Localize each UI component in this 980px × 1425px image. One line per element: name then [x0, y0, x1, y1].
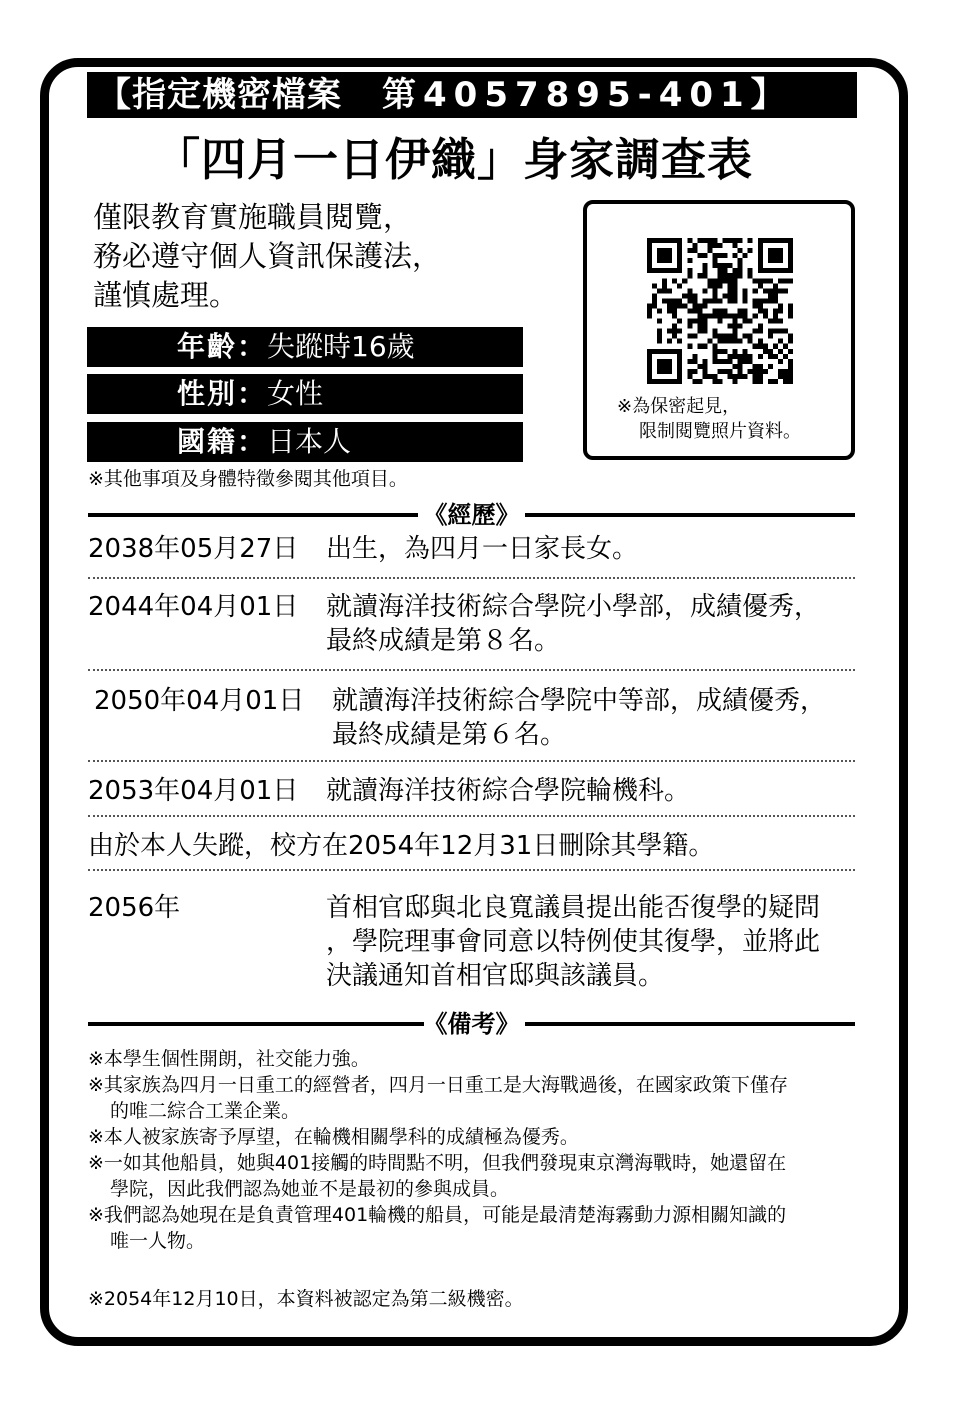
- remarks-list: [88, 1046, 868, 1254]
- history-desc: 出生，為四月一日家長女。: [326, 534, 639, 564]
- info-value: 失蹤時16歲: [267, 330, 415, 363]
- divider: [88, 577, 855, 579]
- info-label: 國籍：: [177, 425, 268, 458]
- info-label: 性別：: [177, 377, 268, 410]
- photo-note-line: ※為保密起見，: [617, 396, 741, 417]
- info-value: 日本人: [267, 425, 352, 458]
- divider: [88, 669, 855, 671]
- remarks-heading-text: 《備考》: [423, 1010, 520, 1038]
- classification-note: ※2054年12月10日，本資料被認定為第二級機密。: [88, 1288, 524, 1310]
- info-nationality: [87, 422, 523, 462]
- history-desc: 就讀海洋技術綜合學院輪機科。: [326, 776, 691, 806]
- history-desc: 首相官邸與北良寬議員提出能否復學的疑問: [326, 893, 821, 923]
- history-desc: 就讀海洋技術綜合學院中等部，成績優秀，: [332, 686, 827, 716]
- history-date: 2038年05月27日: [88, 534, 299, 564]
- notice-line: 謹慎處理。: [93, 278, 239, 312]
- info-label: 年齡：: [177, 330, 268, 363]
- history-desc: 就讀海洋技術綜合學院小學部，成績優秀，: [326, 592, 821, 622]
- remark-continuation: 學院，因此我們認為她並不是最初的參與成員。: [110, 1178, 510, 1200]
- remark-item: ※本學生個性開朗，社交能力強。: [88, 1048, 370, 1070]
- remark-continuation: 的唯二綜合工業企業。: [110, 1100, 301, 1122]
- remark-item: ※本人被家族寄予厚望，在輪機相關學科的成績極為優秀。: [88, 1126, 579, 1148]
- divider: [88, 760, 855, 762]
- history-desc: 最終成績是第８名。: [326, 626, 561, 656]
- remark-item: ※一如其他船員，她與401接觸的時間點不明，但我們發現東京灣海戰時，她還留在: [88, 1152, 787, 1174]
- remark-continuation: 唯一人物。: [110, 1230, 206, 1252]
- remarks-heading: [88, 1006, 855, 1042]
- history-heading: [88, 497, 855, 533]
- history-desc: ，學院理事會同意以特例使其復學，並將此: [326, 927, 821, 957]
- history-date: 2044年04月01日: [88, 592, 299, 622]
- history-desc: 決議通知首相官邸與該議員。: [326, 961, 665, 991]
- history-heading-text: 《經歷》: [423, 501, 520, 529]
- header-label: 【指定機密檔案: [97, 75, 342, 115]
- info-footnote: ※其他事項及身體特徵參閱其他項目。: [88, 468, 408, 490]
- history-full-text: 由於本人失蹤，校方在2054年12月31日刪除其學籍。: [88, 831, 715, 861]
- history-date: 2053年04月01日: [88, 776, 299, 806]
- history-date: 2056年: [88, 893, 181, 923]
- history-date: 2050年04月01日: [94, 686, 305, 716]
- document-title: 「四月一日伊織」身家調查表: [155, 133, 754, 186]
- notice-line: 務必遵守個人資訊保護法，: [93, 239, 442, 273]
- divider: [88, 869, 855, 871]
- divider: [88, 815, 855, 817]
- history-desc: 最終成績是第６名。: [332, 720, 567, 750]
- photo-placeholder-box: [583, 200, 855, 460]
- info-gender: [87, 374, 523, 414]
- photo-note: [617, 394, 801, 444]
- info-age: [87, 327, 523, 367]
- notice-line: 僅限教育實施職員閱覽，: [93, 200, 413, 234]
- qr-code-icon: [647, 238, 793, 384]
- heading-rule: [525, 513, 855, 517]
- access-notice: [93, 198, 543, 315]
- remark-item: ※其家族為四月一日重工的經營者，四月一日重工是大海戰過後，在國家政策下僅存: [88, 1074, 788, 1096]
- heading-rule: [525, 1022, 855, 1026]
- info-value: 女性: [267, 377, 324, 410]
- file-number: 第4057895-401】: [382, 75, 792, 115]
- classified-file-header: [87, 72, 857, 118]
- photo-note-line: 限制閱覽照片資料。: [639, 421, 801, 442]
- remark-item: ※我們認為她現在是負責管理401輪機的船員，可能是最清楚海霧動力源相關知識的: [88, 1204, 787, 1226]
